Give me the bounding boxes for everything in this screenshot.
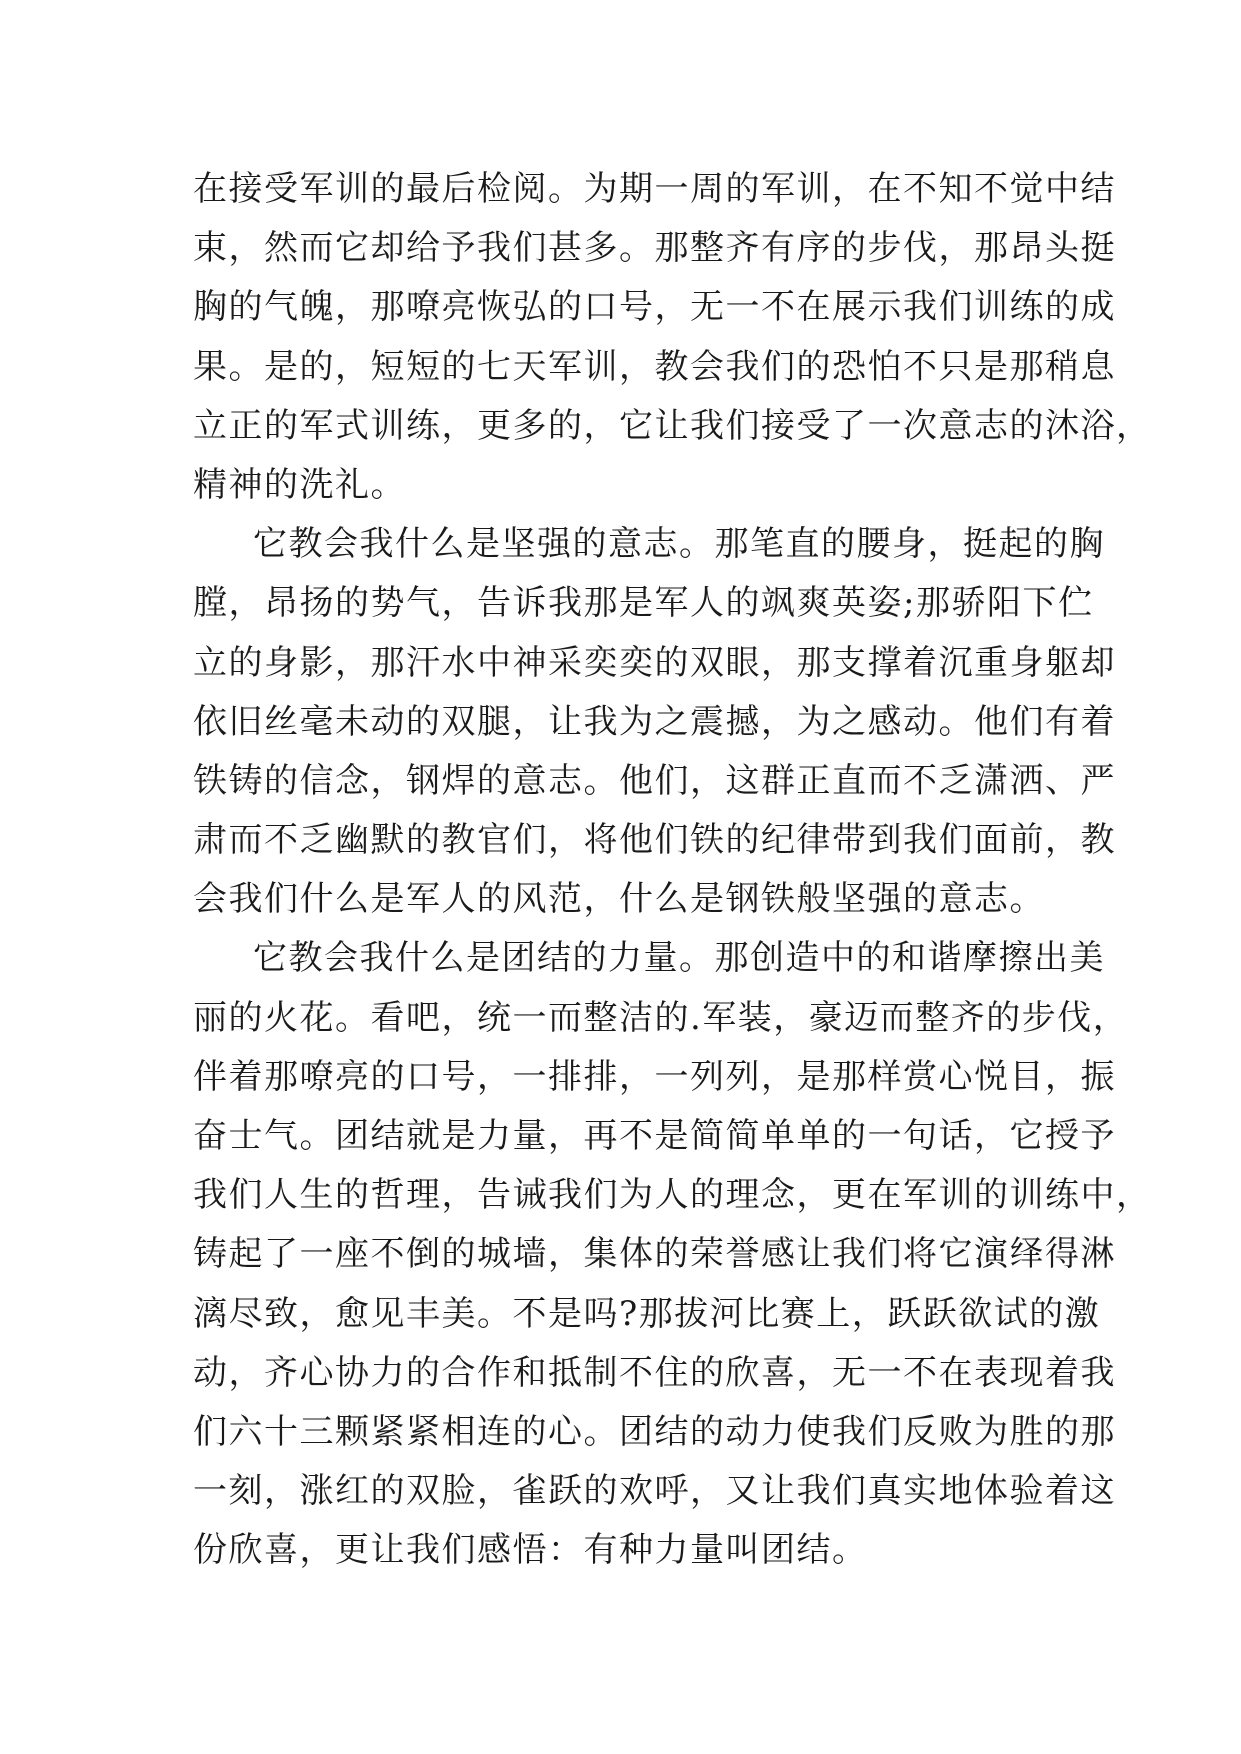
text-line: 奋士气。团结就是力量，再不是简简单单的一句话，它授予 bbox=[193, 1116, 1116, 1156]
text-line: 漓尽致，愈见丰美。不是吗?那拔河比赛上，跃跃欲试的激 bbox=[193, 1293, 1101, 1334]
text-line: 膛，昂扬的势气，告诉我那是军人的飒爽英姿;那骄阳下伫 bbox=[193, 583, 1094, 624]
body-text bbox=[193, 160, 1152, 1581]
text-line: 立正的军式训练，更多的，它让我们接受了一次意志的沐浴， bbox=[193, 405, 1152, 446]
text-line: 丽的火花。看吧，统一而整洁的.军装，豪迈而整齐的步伐， bbox=[193, 997, 1129, 1038]
text-line: 一刻，涨红的双脸，雀跃的欢呼，又让我们真实地体验着这 bbox=[193, 1471, 1116, 1512]
text-line: 份欣喜，更让我们感悟：有种力量叫团结。 bbox=[193, 1530, 868, 1571]
text-line: 铸起了一座不倒的城墙，集体的荣誉感让我们将它演绎得淋 bbox=[193, 1234, 1116, 1275]
paragraph-3 bbox=[193, 929, 1152, 1580]
text-line: 肃而不乏幽默的教官们，将他们铁的纪律带到我们面前，教 bbox=[193, 820, 1116, 861]
text-line: 果。是的，短短的七天军训，教会我们的恐怕不只是那稍息 bbox=[193, 346, 1116, 387]
text-line: 铁铸的信念，钢焊的意志。他们，这群正直而不乏潇洒、严 bbox=[193, 760, 1116, 801]
text-line: 精神的洗礼。 bbox=[193, 464, 406, 505]
text-line: 们六十三颗紧紧相连的心。团结的动力使我们反败为胜的那 bbox=[193, 1411, 1116, 1452]
text-line: 立的身影，那汗水中神采奕奕的双眼，那支撑着沉重身躯却 bbox=[193, 642, 1116, 683]
paragraph-1 bbox=[193, 160, 1152, 515]
text-line: 动，齐心协力的合作和抵制不住的欣喜，无一不在表现着我 bbox=[193, 1352, 1116, 1393]
text-line: 依旧丝毫未动的双腿，让我为之震撼，为之感动。他们有着 bbox=[193, 701, 1116, 742]
paragraph-2 bbox=[193, 515, 1116, 929]
text-line: 在接受军训的最后检阅。为期一周的军训，在不知不觉中结 bbox=[193, 169, 1116, 209]
text-line: 会我们什么是军人的风范，什么是钢铁般坚强的意志。 bbox=[193, 879, 1045, 920]
text-line: 我们人生的哲理，告诫我们为人的理念，更在军训的训练中， bbox=[193, 1175, 1152, 1216]
text-line: 伴着那嘹亮的口号，一排排，一列列，是那样赏心悦目，振 bbox=[193, 1056, 1116, 1097]
text-line: 束，然而它却给予我们甚多。那整齐有序的步伐，那昂头挺 bbox=[193, 228, 1116, 269]
text-line: 它教会我什么是坚强的意志。那笔直的腰身，挺起的胸 bbox=[253, 524, 1105, 565]
text-line: 胸的气魄，那嘹亮恢弘的口号，无一不在展示我们训练的成 bbox=[193, 287, 1116, 328]
text-line: 它教会我什么是团结的力量。那创造中的和谐摩擦出美 bbox=[253, 938, 1105, 979]
